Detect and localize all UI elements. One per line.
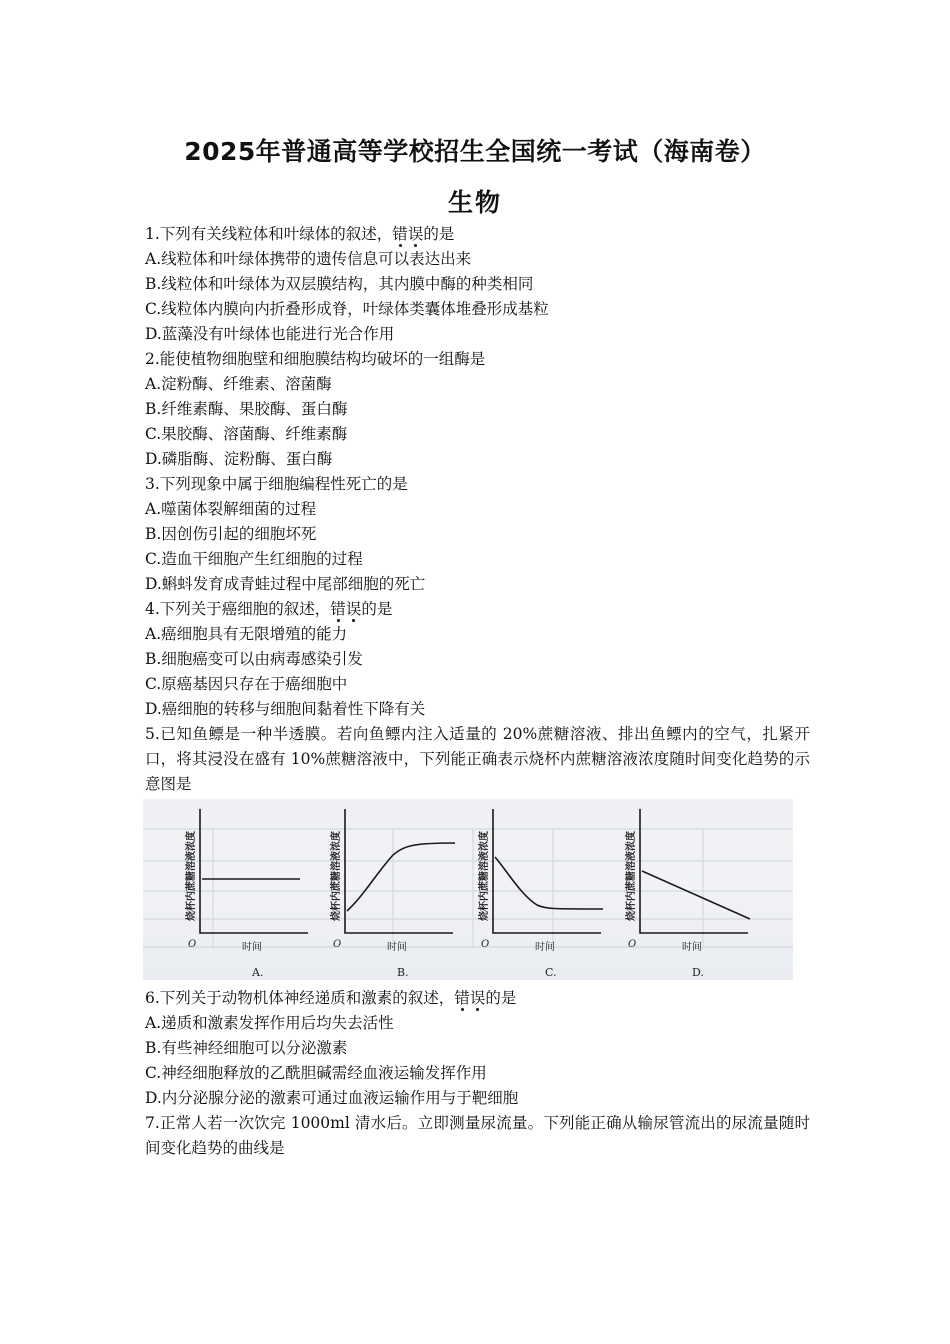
q2-stem: 2.能使植物细胞壁和细胞膜结构均破坏的一组酶是 xyxy=(145,350,486,368)
q1-option-b: B.线粒体和叶绿体为双层膜结构，其内膜中酶的种类相同 xyxy=(145,275,534,293)
origin-label: O xyxy=(628,939,637,950)
chart-panel-c xyxy=(477,809,603,979)
q1-option-c: C.线粒体内膜向内折叠形成脊，叶绿体类囊体堆叠形成基粒 xyxy=(145,300,549,318)
q4-option-c: C.原癌基因只存在于癌细胞中 xyxy=(145,675,348,693)
x-axis-label: 时间 xyxy=(242,942,262,953)
panel-label: B. xyxy=(397,966,409,979)
chart-panel-b xyxy=(329,809,455,979)
x-axis-label: 时间 xyxy=(682,942,702,953)
trend-curve xyxy=(642,871,750,919)
q3-option-d: D.蝌蚪发育成青蛙过程中尾部细胞的死亡 xyxy=(145,575,426,593)
subject-title: 生物 xyxy=(447,188,502,217)
q2-option-c: C.果胶酶、溶菌酶、纤维素酶 xyxy=(145,425,348,443)
q6-option-c: C.神经细胞释放的乙酰胆碱需经血液运输发挥作用 xyxy=(145,1064,487,1082)
q3-option-a: A.噬菌体裂解细菌的过程 xyxy=(145,500,317,518)
q4-option-d: D.癌细胞的转移与细胞间黏着性下降有关 xyxy=(145,700,426,718)
q3-option-b: B.因创伤引起的细胞坏死 xyxy=(145,525,317,543)
q1-option-a: A.线粒体和叶绿体携带的遗传信息可以表达出来 xyxy=(145,250,472,268)
q7-stem: 7.正常人若一次饮完 1000ml 清水后。立即测量尿流量。下列能正确从输尿管流出的尿流量随时间变化趋势的曲线是 xyxy=(145,1114,810,1157)
x-axis-label: 时间 xyxy=(387,942,407,953)
y-axis-label: 烧杯内蔗糖溶液浓度 xyxy=(331,831,342,921)
q4-stem: 4.下列关于癌细胞的叙述，错误的是 xyxy=(145,600,393,618)
y-axis-label: 烧杯内蔗糖溶液浓度 xyxy=(479,831,490,921)
q3-option-c: C.造血干细胞产生红细胞的过程 xyxy=(145,550,363,568)
panel-label: D. xyxy=(692,966,704,979)
origin-label: O xyxy=(333,939,342,950)
x-axis-label: 时间 xyxy=(535,942,555,953)
exam-title: 2025年普通高等学校招生全国统一考试（海南卷） xyxy=(184,137,766,166)
y-axis-label: 烧杯内蔗糖溶液浓度 xyxy=(626,831,637,921)
chart-panel-a xyxy=(184,809,308,979)
trend-curve xyxy=(347,843,455,911)
q4-option-b: B.细胞癌变可以由病毒感染引发 xyxy=(145,650,363,668)
axis-lines xyxy=(640,809,748,933)
question-body xyxy=(145,222,810,1161)
q6-option-b: B.有些神经细胞可以分泌激素 xyxy=(145,1039,348,1057)
q6-option-a: A.递质和激素发挥作用后均失去活性 xyxy=(145,1014,394,1032)
chart-panel-d xyxy=(624,809,750,979)
q6-option-d: D.内分泌腺分泌的激素可通过血液运输作用与于靶细胞 xyxy=(145,1089,519,1107)
q4-option-a: A.癌细胞具有无限增殖的能力 xyxy=(145,625,348,643)
trend-curve xyxy=(495,857,603,909)
axis-lines xyxy=(345,809,453,933)
origin-label: O xyxy=(188,939,197,950)
q6-stem: 6.下列关于动物机体神经递质和激素的叙述，错误的是 xyxy=(145,989,517,1007)
q2-option-b: B.纤维素酶、果胶酶、蛋白酶 xyxy=(145,400,348,418)
q2-option-d: D.磷脂酶、淀粉酶、蛋白酶 xyxy=(145,450,333,468)
q2-option-a: A.淀粉酶、纤维素、溶菌酶 xyxy=(145,375,332,393)
q3-stem: 3.下列现象中属于细胞编程性死亡的是 xyxy=(145,475,408,493)
axis-lines xyxy=(493,809,601,933)
axis-lines xyxy=(200,809,308,933)
origin-label: O xyxy=(481,939,490,950)
panel-label: A. xyxy=(252,966,264,979)
q1-stem: 1.下列有关线粒体和叶绿体的叙述，错误的是 xyxy=(145,225,455,243)
q5-stem: 5.已知鱼鳔是一种半透膜。若向鱼鳔内注入适量的 20%蔗糖溶液、排出鱼鳔内的空气，扎紧开口，将其浸没在盛有 10%蔗糖溶液中，下列能正确表示烧杯内蔗糖溶液浓度随时间变化趋势的示意图是 xyxy=(145,725,810,793)
q1-option-d: D.蓝藻没有叶绿体也能进行光合作用 xyxy=(145,325,395,343)
scan-background-lines xyxy=(143,829,793,949)
q5-figure-svg xyxy=(143,799,793,980)
q5-figure xyxy=(143,799,793,980)
panel-label: C. xyxy=(545,966,557,979)
y-axis-label: 烧杯内蔗糖溶液浓度 xyxy=(186,831,197,921)
